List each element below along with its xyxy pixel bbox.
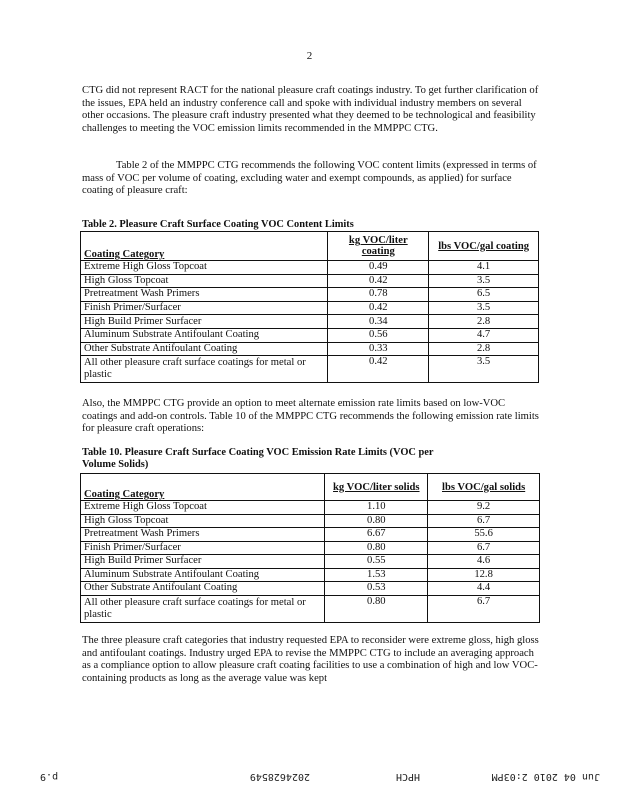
fax-page: p.9 <box>40 771 59 782</box>
table-cell-lbs: 12.8 <box>428 568 540 582</box>
table-cell-lbs: 2.8 <box>429 315 539 329</box>
table-cell-kg: 1.10 <box>325 501 428 515</box>
table-cell-category: Aluminum Substrate Antifoulant Coating <box>81 328 328 342</box>
table-row <box>81 541 540 555</box>
table-cell-kg: 0.33 <box>328 342 429 356</box>
table-cell-kg: 0.42 <box>328 274 429 288</box>
table-row <box>81 582 540 596</box>
table-row <box>81 555 540 569</box>
table-cell-category: Extreme High Gloss Topcoat <box>81 261 328 275</box>
table-row <box>81 261 539 275</box>
table-row <box>81 274 539 288</box>
table-cell-category: Finish Primer/Surfacer <box>81 541 325 555</box>
table-cell-category: All other pleasure craft surface coatings for metal or plastic <box>81 356 328 383</box>
table10-header-lbs: lbs VOC/gal solids <box>428 474 540 501</box>
table-row <box>81 501 540 515</box>
table-cell-kg: 0.49 <box>328 261 429 275</box>
table-cell-lbs: 3.5 <box>429 301 539 315</box>
table-cell-kg: 0.80 <box>325 595 428 622</box>
table-cell-kg: 0.80 <box>325 541 428 555</box>
table-cell-category: High Build Primer Surfacer <box>81 315 328 329</box>
table-row <box>81 328 539 342</box>
fax-sender: HPCH <box>395 771 420 782</box>
table-cell-category: Other Substrate Antifoulant Coating <box>81 582 325 596</box>
table-cell-kg: 0.78 <box>328 288 429 302</box>
table-cell-category: Aluminum Substrate Antifoulant Coating <box>81 568 325 582</box>
table2-title: Table 2. Pleasure Craft Surface Coating VOC Content Limits <box>82 219 354 230</box>
table-cell-category: Finish Primer/Surfacer <box>81 301 328 315</box>
table-cell-category: Pretreatment Wash Primers <box>81 288 328 302</box>
table-cell-lbs: 4.1 <box>429 261 539 275</box>
closing-paragraph: The three pleasure craft categories that industry requested EPA to reconsider were extreme gloss, high gloss and antifoulant coatings. Industry urged EPA to revise the MMPPC CTG to include an averaging approach as a compliance option to allow pleasure craft coating facilities to use a combination of high and low VOC-containing products as long as the average value was kept <box>82 635 539 684</box>
table-cell-kg: 0.53 <box>325 582 428 596</box>
table10-header-category: Coating Category <box>81 474 325 501</box>
table-row <box>81 595 540 622</box>
table-cell-lbs: 4.6 <box>428 555 540 569</box>
table10-header-row <box>81 474 540 501</box>
page-number: 2 <box>306 50 313 62</box>
table-cell-lbs: 6.7 <box>428 541 540 555</box>
table-row <box>81 568 540 582</box>
table-row <box>81 342 539 356</box>
table2-header-lbs: lbs VOC/gal coating <box>429 232 539 261</box>
intro-paragraph: CTG did not represent RACT for the national pleasure craft coatings industry. To get further clarification of the issues, EPA held an industry conference call and spoke with individual industry members on several other occasions. The pleasure craft industry presented what they deemed to be technological and feasibility challenges to meeting the VOC emission limits recommended in the MMPPC CTG. <box>82 85 539 134</box>
table-cell-kg: 1.53 <box>325 568 428 582</box>
table-cell-lbs: 9.2 <box>428 501 540 515</box>
table-cell-lbs: 6.5 <box>429 288 539 302</box>
table-cell-category: Other Substrate Antifoulant Coating <box>81 342 328 356</box>
table2-header-kg: kg VOC/liter coating <box>328 232 429 261</box>
fax-date-time: Jun 04 2010 2:03PM <box>491 771 600 782</box>
table-cell-lbs: 4.4 <box>428 582 540 596</box>
table2-header-row <box>81 232 539 261</box>
table-cell-lbs: 6.7 <box>428 514 540 528</box>
table-row <box>81 514 540 528</box>
table-cell-category: High Gloss Topcoat <box>81 274 328 288</box>
table-cell-kg: 6.67 <box>325 528 428 542</box>
table10-title: Table 10. Pleasure Craft Surface Coating VOC Emission Rate Limits (VOC per Volume Solids) <box>82 447 434 470</box>
table-cell-kg: 0.42 <box>328 301 429 315</box>
table-cell-lbs: 6.7 <box>428 595 540 622</box>
table-row <box>81 356 539 383</box>
table-cell-category: High Build Primer Surfacer <box>81 555 325 569</box>
table-cell-lbs: 3.5 <box>429 356 539 383</box>
table10-header-kg: kg VOC/liter solids <box>325 474 428 501</box>
table-row <box>81 528 540 542</box>
table-cell-category: Extreme High Gloss Topcoat <box>81 501 325 515</box>
table-cell-lbs: 2.8 <box>429 342 539 356</box>
table-cell-category: High Gloss Topcoat <box>81 514 325 528</box>
table-cell-lbs: 3.5 <box>429 274 539 288</box>
table2-header-category: Coating Category <box>81 232 328 261</box>
table-row <box>81 315 539 329</box>
table-cell-lbs: 55.6 <box>428 528 540 542</box>
table-cell-kg: 0.55 <box>325 555 428 569</box>
table-cell-category: All other pleasure craft surface coatings for metal or plastic <box>81 595 325 622</box>
table2 <box>80 231 539 383</box>
table-cell-kg: 0.56 <box>328 328 429 342</box>
table-row <box>81 301 539 315</box>
table10-intro-paragraph: Also, the MMPPC CTG provide an option to meet alternate emission rate limits based on low-VOC coatings and add-on controls. Table 10 of the MMPPC CTG recommends the following emission rate limits for pleasure craft operations: <box>82 398 539 435</box>
table-cell-lbs: 4.7 <box>429 328 539 342</box>
table2-intro-paragraph: Table 2 of the MMPPC CTG recommends the following VOC content limits (expressed in terms of mass of VOC per volume of coating, excluding water and exempt compounds, as applied) for surface coating of pleasure craft: <box>82 160 537 197</box>
fax-header-line <box>40 768 600 782</box>
table-cell-category: Pretreatment Wash Primers <box>81 528 325 542</box>
table-cell-kg: 0.34 <box>328 315 429 329</box>
table-cell-kg: 0.80 <box>325 514 428 528</box>
fax-number: 2024628549 <box>249 771 310 782</box>
table10 <box>80 473 540 623</box>
table-cell-kg: 0.42 <box>328 356 429 383</box>
table-row <box>81 288 539 302</box>
